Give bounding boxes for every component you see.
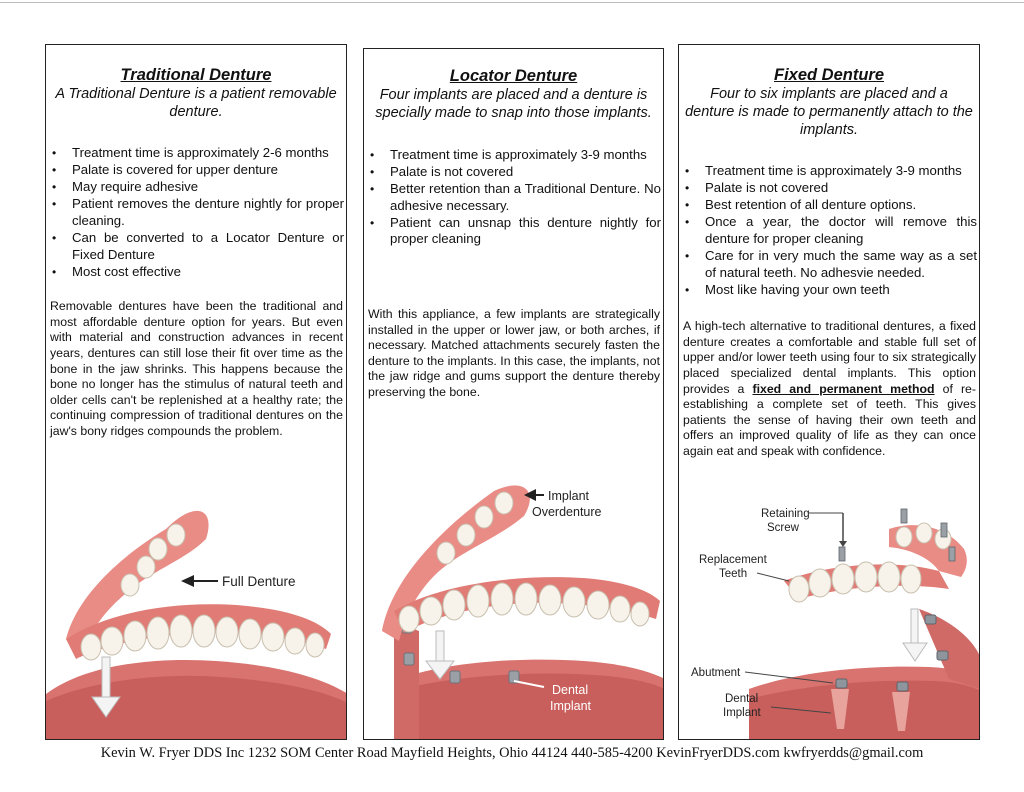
top-rule xyxy=(0,2,1024,3)
fixed-denture-panel xyxy=(678,44,980,740)
description-paragraph: With this appliance, a few implants are strategically installed in the upper or lower jaw, or both arches, if necessary. Matched attachments securely fasten the denture to the implants. In this case, the implants, not the jaw ridge and gums support the denture thereby preserving the bone. xyxy=(368,307,660,400)
locator-denture-panel xyxy=(363,48,664,740)
fixed-denture-illustration xyxy=(679,489,979,739)
list-item: • May require adhesive xyxy=(52,179,344,196)
illustration-label: Implant xyxy=(550,699,591,713)
list-item: • Can be converted to a Locator Denture or Fixed Denture xyxy=(52,230,344,263)
illustration-label: Replacement xyxy=(699,554,767,566)
illustration-label: Implant xyxy=(723,707,761,719)
contact-footer: Kevin W. Fryer DDS Inc 1232 SOM Center Road Mayfield Heights, Ohio 44124 440-585-4200 KevinFryerDDS.com kwfryerdds@gmail.com xyxy=(100,745,924,761)
illustration-label: Dental xyxy=(725,693,759,705)
panel-title: Traditional Denture xyxy=(120,66,272,84)
list-item: • Best retention of all denture options. xyxy=(685,197,977,214)
panel-subtitle: Four to six implants are placed and a denture is made to permanently attach to the implants. xyxy=(685,86,973,138)
list-item: • Care for in very much the same way as a set of natural teeth. No adhesvie needed. xyxy=(685,248,977,281)
benefits-list xyxy=(679,163,979,298)
panel-title: Locator Denture xyxy=(449,67,578,85)
illustration-label: Full Denture xyxy=(222,574,296,589)
list-item: • Most cost effective xyxy=(52,264,344,281)
illustration-label: Dental xyxy=(552,683,589,697)
list-item: • Patient can unsnap this denture nightly for proper cleaning xyxy=(370,215,661,248)
list-item: • Once a year, the doctor will remove this denture for proper cleaning xyxy=(685,214,977,247)
panel-header xyxy=(46,65,346,121)
panel-subtitle: A Traditional Denture is a patient removable denture. xyxy=(55,86,337,120)
panel-header xyxy=(364,66,663,122)
paragraph-emphasis: fixed and permanent method xyxy=(752,381,935,396)
benefits-list xyxy=(46,145,346,280)
full-denture-illustration xyxy=(46,489,346,739)
description-paragraph xyxy=(679,319,979,459)
illustration-label: Retaining xyxy=(761,508,810,520)
illustration-label: Screw xyxy=(767,522,799,534)
list-item: • Treatment time is approximately 3-9 months xyxy=(370,147,661,164)
panel-header xyxy=(679,65,979,139)
list-item: • Treatment time is approximately 2-6 months xyxy=(52,145,344,162)
paragraph-text: A high-tech alternative to traditional dentures, a fixed denture creates a comfortable and stable full set of upper and/or lower teeth using four to six strategically placed specialized dental implants. This option provides a xyxy=(683,319,976,396)
panel-title: Fixed Denture xyxy=(773,66,885,84)
illustration-label: Overdenture xyxy=(532,505,602,519)
benefits-list xyxy=(364,147,663,248)
list-item: • Palate is not covered xyxy=(370,164,661,181)
traditional-denture-panel xyxy=(45,44,347,740)
list-item: • Palate is covered for upper denture xyxy=(52,162,344,179)
illustration-label: Abutment xyxy=(691,667,741,679)
list-item: • Better retention than a Traditional Denture. No adhesive necessary. xyxy=(370,181,661,214)
implant-overdenture-illustration xyxy=(364,481,663,739)
illustration-label: Teeth xyxy=(719,568,748,580)
description-paragraph: Removable dentures have been the traditional and most affordable denture option for years. But even with material and construction advances in recent years, dentures can still lose their fit over time as the bone in the jaw shrinks. This happens because the bone no longer has the stimulus of natural teeth and older cells can't be replenished at a healthy rate; the continuing compression of traditional dentures on the jaw's bony ridges compounds the problem. xyxy=(50,299,343,438)
illustration-label: Implant xyxy=(548,489,589,503)
list-item: • Patient removes the denture nightly for proper cleaning. xyxy=(52,196,344,229)
list-item: • Palate is not covered xyxy=(685,180,977,197)
list-item: • Treatment time is approximately 3-9 months xyxy=(685,163,977,180)
panel-subtitle: Four implants are placed and a denture is specially made to snap into those implants. xyxy=(375,87,652,121)
paragraph-text: of re-establishing a complete set of teeth. This gives patients the sense of having their own teeth and offers an improved quality of life as they can once again eat and speak with confidence. xyxy=(683,381,976,458)
list-item: • Most like having your own teeth xyxy=(685,282,977,299)
